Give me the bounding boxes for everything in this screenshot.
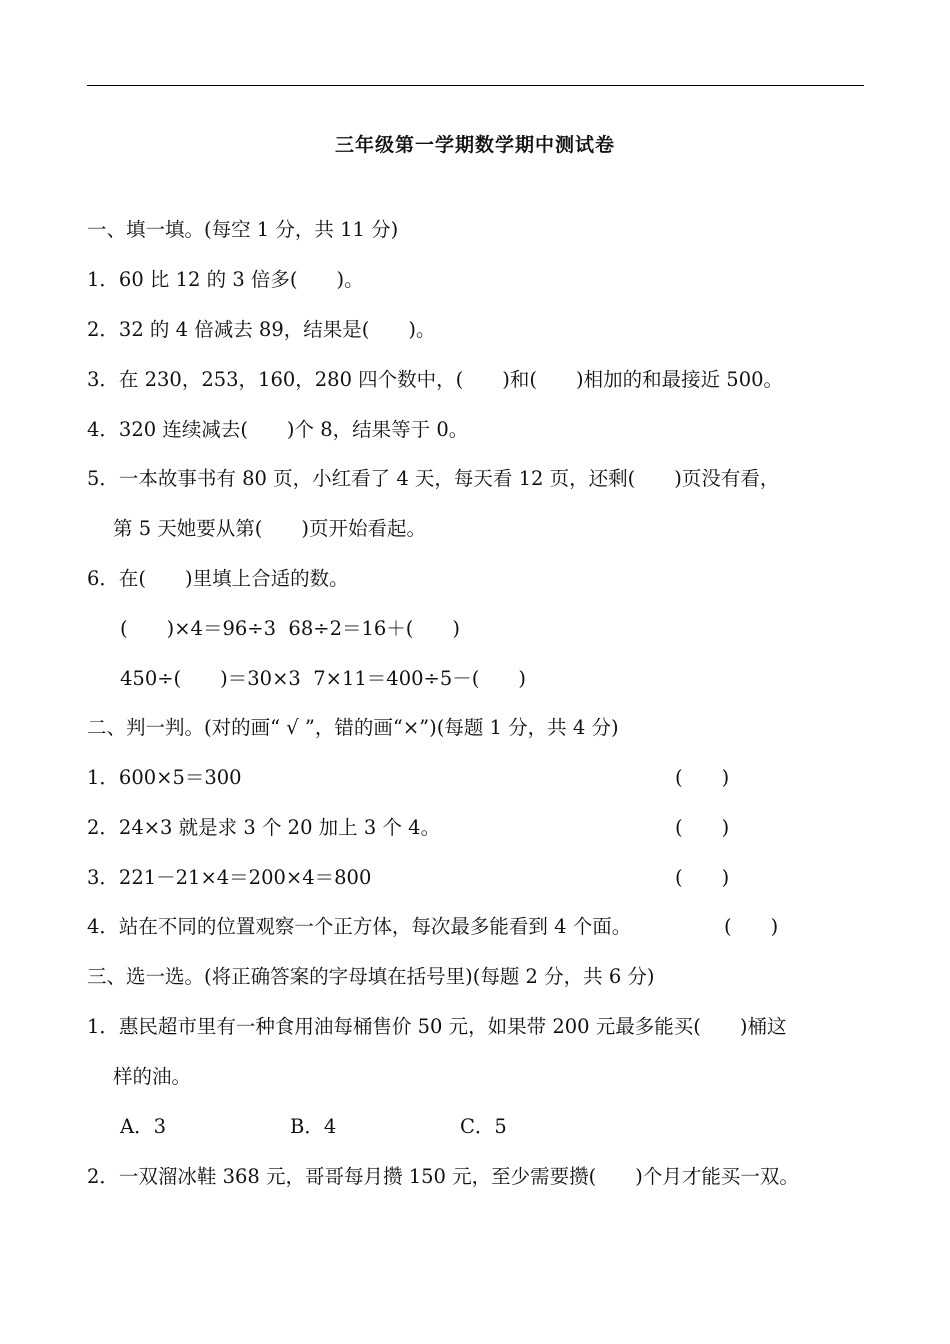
s1-question-6-row2: 450÷( )＝30×3 7×11＝400÷5－( ): [120, 667, 526, 690]
s1-question-6: 6．在( )里填上合适的数。: [87, 567, 349, 590]
s3-question-1-line1: 1．惠民超市里有一种食用油每桶售价 50 元，如果带 200 元最多能买( )桶这: [87, 1015, 787, 1038]
s2-answer-box-2[interactable]: ( ): [675, 816, 730, 839]
s3-option-b: B．4: [290, 1115, 337, 1138]
s1-question-2: 2．32 的 4 倍减去 89，结果是( )。: [87, 318, 436, 341]
s2-answer-box-4[interactable]: ( ): [724, 915, 779, 938]
s1-question-6-row1: ( )×4＝96÷3 68÷2＝16＋( ): [120, 617, 461, 640]
s1-question-5-line1: 5．一本故事书有 80 页，小红看了 4 天，每天看 12 页，还剩( )页没有看，: [87, 467, 780, 490]
s1-question-5-line2: 第 5 天她要从第( )页开始看起。: [113, 517, 427, 540]
s1-question-4: 4．320 连续减去( )个 8，结果等于 0。: [87, 418, 469, 441]
s2-answer-box-3[interactable]: ( ): [675, 866, 730, 889]
s3-option-a: A．3: [120, 1115, 166, 1138]
s3-question-1-line2: 样的油。: [113, 1065, 192, 1088]
s3-option-c: C．5: [460, 1115, 507, 1138]
s3-question-2: 2．一双溜冰鞋 368 元，哥哥每月攒 150 元，至少需要攒( )个月才能买一双。: [87, 1165, 799, 1188]
section3-heading: 三、选一选。(将正确答案的字母填在括号里)(每题 2 分，共 6 分): [87, 965, 655, 988]
top-rule: [87, 85, 864, 86]
s1-question-3: 3．在 230，253，160，280 四个数中，( )和( )相加的和最接近 500。: [87, 368, 784, 391]
section1-heading: 一、填一填。(每空 1 分，共 11 分): [87, 218, 399, 241]
s2-question-4: 4．站在不同的位置观察一个正方体，每次最多能看到 4 个面。: [87, 915, 632, 938]
s2-answer-box-1[interactable]: ( ): [675, 766, 730, 789]
s2-question-3: 3．221－21×4＝200×4＝800: [87, 866, 372, 889]
s2-question-1: 1．600×5＝300: [87, 766, 242, 789]
s1-question-1: 1．60 比 12 的 3 倍多( )。: [87, 268, 364, 291]
page-title: 三年级第一学期数学期中测试卷: [334, 134, 615, 156]
section2-heading: 二、判一判。(对的画“ √ ”，错的画“×”)(每题 1 分，共 4 分): [87, 716, 619, 739]
s2-question-2: 2．24×3 就是求 3 个 20 加上 3 个 4。: [87, 816, 441, 839]
